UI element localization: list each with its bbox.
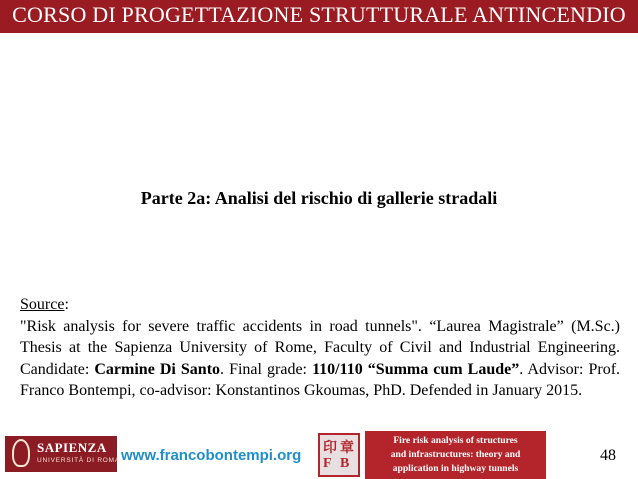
course-topic-box <box>365 431 546 479</box>
logo-name: SAPIENZA <box>37 440 107 455</box>
red-seal-stamp-icon: 印 章 F B <box>318 433 360 477</box>
candidate-name: Carmine Di Santo <box>94 360 221 378</box>
logo-subtitle: UNIVERSITÀ DI ROMA <box>37 457 121 464</box>
sapienza-logo-icon <box>5 436 121 472</box>
website-link[interactable]: www.francobontempi.org <box>121 447 302 464</box>
course-topic-line-2: and infrastructures: theory and <box>390 449 521 460</box>
source-text <box>20 316 620 402</box>
header-bar <box>0 0 638 33</box>
source-text-part-2: . Final grade: <box>220 360 313 378</box>
source-block <box>20 294 620 402</box>
slide-subtitle: Parte 2a: Analisi del rischio di gallerie stradali <box>140 188 498 208</box>
course-topic-text <box>365 434 546 476</box>
course-topic-line-3: application in highway tunnels <box>392 463 519 474</box>
seal-icon <box>12 439 30 467</box>
source-colon: : <box>64 296 69 313</box>
course-title: CORSO DI PROGETTAZIONE STRUTTURALE ANTINCENDIO <box>12 2 626 27</box>
final-grade: 110/110 “Summa cum Laude” <box>312 360 520 378</box>
page-number: 48 <box>600 447 616 464</box>
source-text-part-3: . Advisor: Prof. Franco Bontempi, co-advisor: Konstantinos Gkoumas, PhD. Defended in January 2015. <box>20 360 621 399</box>
course-topic-line-1: Fire risk analysis of structures <box>393 435 518 446</box>
source-text-part-1: "Risk analysis for severe traffic accidents in road tunnels". “Laurea Magistrale” (M.Sc.) Thesis at the Sapienza University of Rome, Faculty of Civil and Industrial Engineering. Candidate: <box>20 317 620 378</box>
source-label: Source <box>20 296 65 313</box>
